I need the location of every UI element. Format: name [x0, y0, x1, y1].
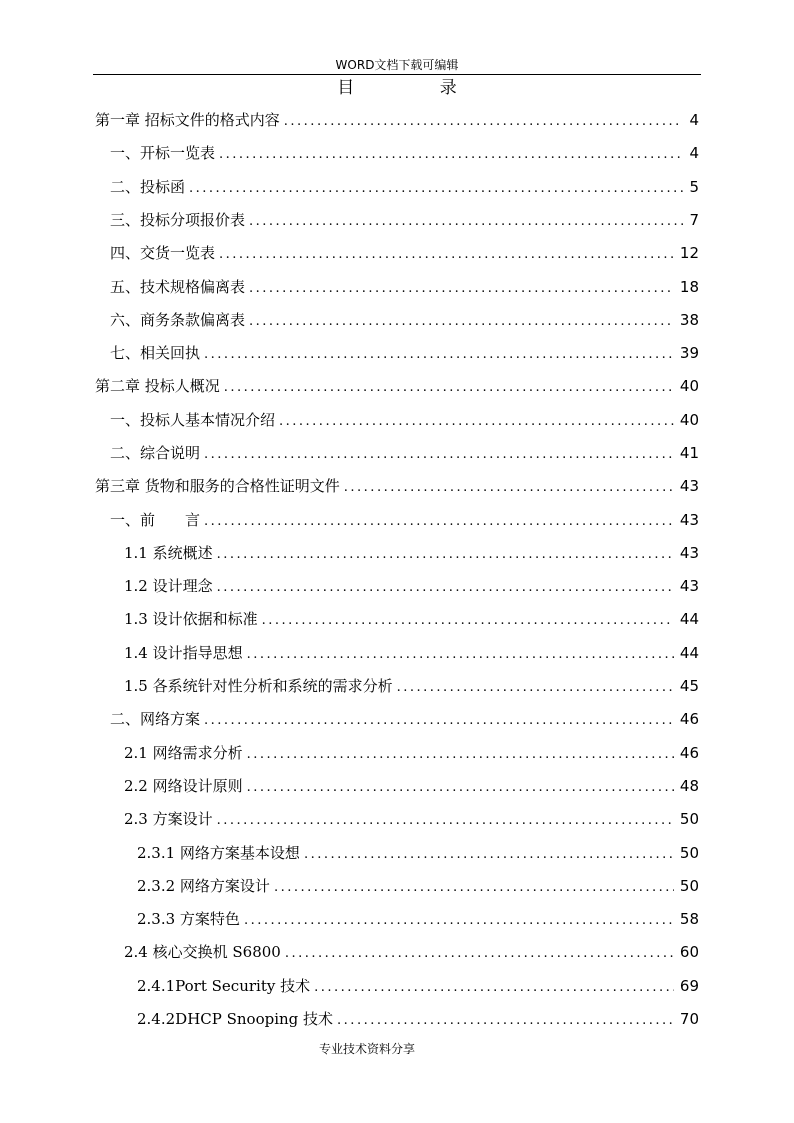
toc-page-number: 4 — [689, 111, 699, 129]
toc-page-number: 69 — [679, 977, 699, 995]
toc-entry-text: 1.3 设计依据和标准 — [124, 610, 258, 628]
toc-entry[interactable] — [124, 674, 699, 698]
toc-entry-text: 2.3.2 网络方案设计 — [137, 877, 270, 895]
toc-dot-leader — [304, 843, 674, 867]
toc-entry[interactable] — [124, 641, 699, 665]
toc-title: 目 录 — [337, 78, 497, 98]
toc-entry-text: 2.3.1 网络方案基本设想 — [137, 844, 300, 862]
toc-page-number: 43 — [679, 577, 699, 595]
toc-entry[interactable] — [124, 541, 699, 565]
toc-page-number: 46 — [679, 744, 699, 762]
toc-entry[interactable] — [110, 341, 699, 365]
toc-entry-text: 2.2 网络设计原则 — [124, 777, 243, 795]
toc-entry-text: 2.4.2DHCP Snooping 技术 — [137, 1010, 334, 1028]
toc-entry-text: 1.4 设计指导思想 — [124, 644, 243, 662]
toc-entry[interactable] — [110, 707, 699, 731]
toc-entry-text: 2.4.1Port Security 技术 — [137, 977, 311, 995]
toc-dot-leader — [337, 1009, 674, 1033]
toc-entry[interactable] — [137, 974, 699, 998]
toc-entry[interactable] — [95, 374, 699, 398]
page-footer — [0, 1040, 794, 1058]
toc-entry-text: 1.5 各系统针对性分析和系统的需求分析 — [124, 677, 393, 695]
toc-dot-leader — [204, 343, 674, 367]
toc-entry-text: 二、投标函 — [110, 178, 186, 196]
toc-entry[interactable] — [137, 907, 699, 931]
toc-page-number: 43 — [679, 477, 699, 495]
toc-dot-leader — [262, 609, 674, 633]
toc-page-number: 40 — [679, 411, 699, 429]
toc-entry-text: 1.1 系统概述 — [124, 544, 213, 562]
toc-dot-leader — [204, 709, 674, 733]
toc-page-number: 50 — [679, 810, 699, 828]
toc-entry-text: 六、商务条款偏离表 — [110, 311, 246, 329]
toc-page-number: 4 — [689, 144, 699, 162]
toc-page-number: 43 — [679, 511, 699, 529]
toc-entry-text: 第二章 投标人概况 — [95, 377, 220, 395]
toc-entry-text: 一、开标一览表 — [110, 144, 216, 162]
toc-entry-text: 二、综合说明 — [110, 444, 201, 462]
toc-page-number: 44 — [679, 644, 699, 662]
toc-entry-text: 七、相关回执 — [110, 344, 201, 362]
toc-dot-leader — [217, 576, 674, 600]
toc-entry-text: 四、交货一览表 — [110, 244, 216, 262]
toc-dot-leader — [247, 643, 674, 667]
page-footer-text: 专业技术资料分享 — [318, 1042, 415, 1056]
toc-dot-leader — [344, 476, 674, 500]
toc-dot-leader — [204, 443, 674, 467]
toc-entry[interactable] — [124, 741, 699, 765]
toc-dot-leader — [219, 243, 674, 267]
toc-entry[interactable] — [124, 940, 699, 964]
toc-entry[interactable] — [124, 574, 699, 598]
toc-entry[interactable] — [110, 441, 699, 465]
toc-dot-leader — [204, 510, 674, 534]
page-header — [93, 56, 701, 75]
toc-page-number: 50 — [679, 877, 699, 895]
toc-page-number: 5 — [689, 178, 699, 196]
toc-dot-leader — [274, 876, 674, 900]
toc-entry[interactable] — [110, 208, 699, 232]
toc-dot-leader — [397, 676, 674, 700]
toc-dot-leader — [217, 809, 674, 833]
toc-page-number: 39 — [679, 344, 699, 362]
toc-entry-text: 第一章 招标文件的格式内容 — [95, 111, 280, 129]
toc-page-number: 44 — [679, 610, 699, 628]
toc-dot-leader — [247, 776, 674, 800]
toc-page-number: 7 — [689, 211, 699, 229]
toc-entry-text: 2.3.3 方案特色 — [137, 910, 240, 928]
toc-entry-text: 二、网络方案 — [110, 710, 201, 728]
toc-entry-text: 三、投标分项报价表 — [110, 211, 246, 229]
toc-page-number: 12 — [679, 244, 699, 262]
toc-dot-leader — [219, 143, 683, 167]
toc-entry[interactable] — [110, 408, 699, 432]
page-header-text: WORD文档下载可编辑 — [335, 58, 459, 72]
toc-dot-leader — [285, 942, 674, 966]
toc-entry[interactable] — [110, 308, 699, 332]
toc-entry-text: 五、技术规格偏离表 — [110, 278, 246, 296]
toc-entry-text: 1.2 设计理念 — [124, 577, 213, 595]
toc-page-number: 58 — [679, 910, 699, 928]
toc-dot-leader — [314, 976, 674, 1000]
toc-page-number: 41 — [679, 444, 699, 462]
toc-entry-text: 第三章 货物和服务的合格性证明文件 — [95, 477, 340, 495]
toc-entry-text: 2.4 核心交换机 S6800 — [124, 943, 281, 961]
toc-dot-leader — [279, 410, 674, 434]
toc-entry[interactable] — [95, 108, 699, 132]
toc-dot-leader — [217, 543, 674, 567]
toc-dot-leader — [249, 210, 683, 234]
toc-dot-leader — [224, 376, 674, 400]
toc-page-number: 60 — [679, 943, 699, 961]
toc-entry[interactable] — [110, 275, 699, 299]
toc-entry-text: 一、前 言 — [110, 511, 201, 529]
toc-entry[interactable] — [137, 874, 699, 898]
toc-entry-text: 2.1 网络需求分析 — [124, 744, 243, 762]
toc-dot-leader — [244, 909, 674, 933]
toc-page-number: 50 — [679, 844, 699, 862]
toc-entry[interactable] — [124, 807, 699, 831]
toc-entry[interactable] — [110, 241, 699, 265]
toc-entry[interactable] — [137, 1007, 699, 1031]
toc-entry-text: 一、投标人基本情况介绍 — [110, 411, 276, 429]
toc-entry[interactable] — [110, 508, 699, 532]
toc-page-number: 40 — [679, 377, 699, 395]
toc-entry[interactable] — [110, 175, 699, 199]
toc-entry[interactable] — [110, 141, 699, 165]
toc-page-number: 48 — [679, 777, 699, 795]
toc-page-number: 43 — [679, 544, 699, 562]
toc-dot-leader — [189, 177, 683, 201]
toc-page-number: 45 — [679, 677, 699, 695]
toc-page-number: 46 — [679, 710, 699, 728]
toc-dot-leader — [247, 743, 674, 767]
toc-entry-text: 2.3 方案设计 — [124, 810, 213, 828]
toc-page-number: 70 — [679, 1010, 699, 1028]
toc-entry[interactable] — [95, 474, 699, 498]
toc-dot-leader — [284, 110, 684, 134]
toc-page-number: 38 — [679, 311, 699, 329]
toc-dot-leader — [249, 310, 674, 334]
toc-dot-leader — [249, 277, 674, 301]
toc-entry[interactable] — [124, 774, 699, 798]
toc-page-number: 18 — [679, 278, 699, 296]
toc-entry[interactable] — [137, 841, 699, 865]
toc-entry[interactable] — [124, 607, 699, 631]
